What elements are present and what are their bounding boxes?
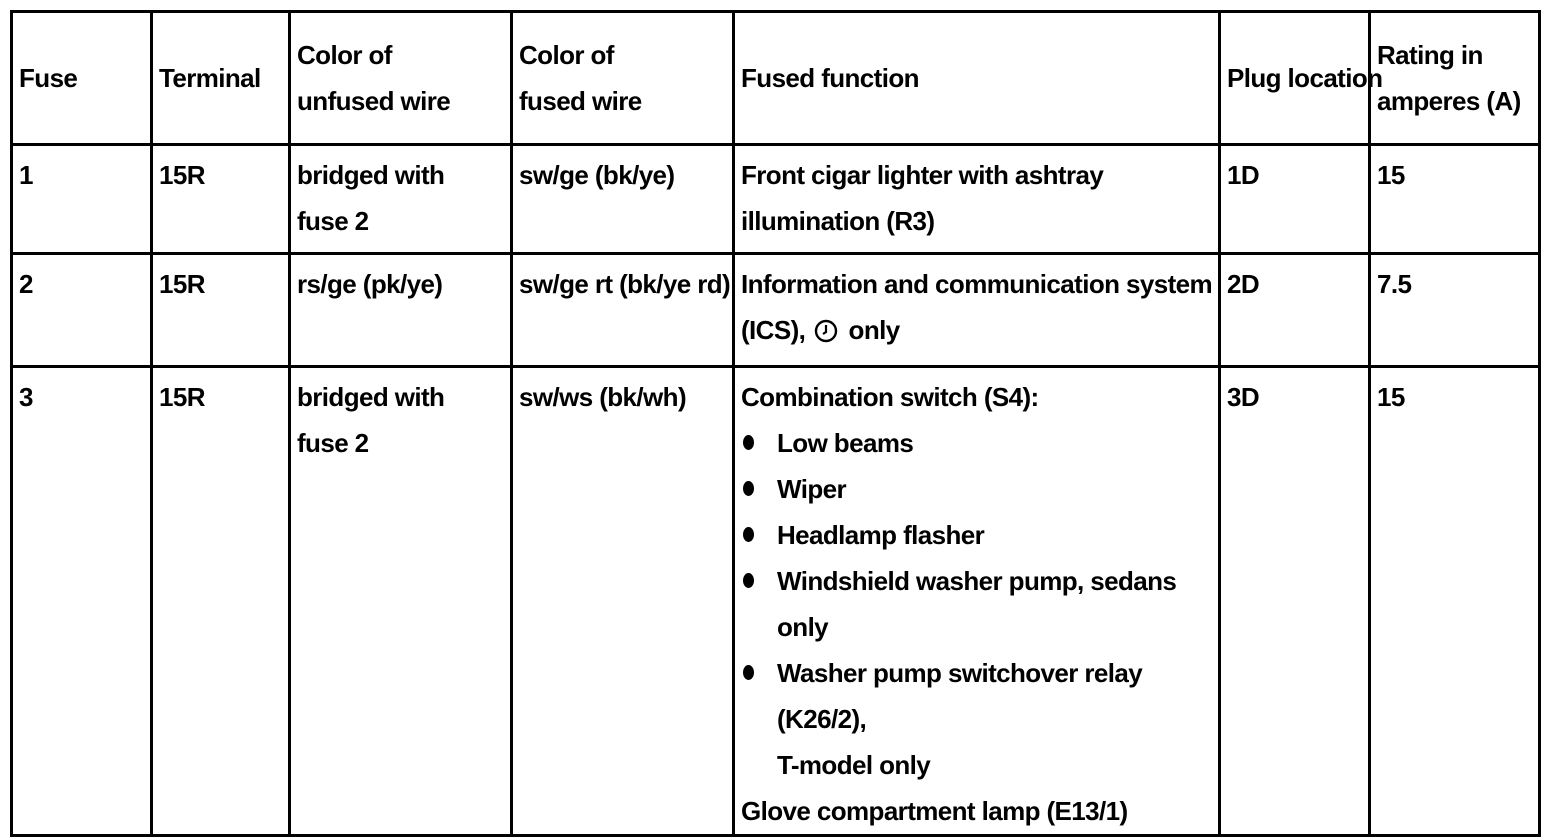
cell-rating: 15 — [1370, 367, 1540, 836]
cell-terminal: 15R — [152, 367, 290, 836]
unfused-line1: bridged with — [297, 382, 445, 412]
bullet-text: Low beams — [777, 428, 914, 458]
function-footer: Glove compartment lamp (E13/1) — [741, 796, 1128, 826]
table-row — [12, 254, 1540, 367]
header-terminal: Terminal — [152, 12, 290, 145]
cell-plug-location: 1D — [1220, 145, 1370, 254]
cell-fused-wire: sw/ge (bk/ye) — [512, 145, 734, 254]
fuse-table — [10, 10, 1541, 837]
bullet-text: Windshield washer pump, sedans only — [777, 566, 1177, 642]
unfused-line2: fuse 2 — [297, 206, 369, 236]
bullet-text: Headlamp flasher — [777, 520, 985, 550]
cell-fuse: 2 — [12, 254, 152, 367]
cell-rating: 7.5 — [1370, 254, 1540, 367]
cell-plug-location: 2D — [1220, 254, 1370, 367]
header-unfused-line2: unfused wire — [297, 86, 451, 116]
function-bullet — [741, 512, 1214, 558]
bullet-icon — [743, 665, 754, 680]
header-unfused-wire — [290, 12, 512, 145]
function-line2: illumination (R3) — [741, 206, 935, 236]
cell-fused-wire: sw/ws (bk/wh) — [512, 367, 734, 836]
cell-fused-function — [734, 145, 1220, 254]
cell-rating: 15 — [1370, 145, 1540, 254]
cell-fused-function — [734, 254, 1220, 367]
cell-fused-function — [734, 367, 1220, 836]
cell-fused-wire: sw/ge rt (bk/ye rd) — [512, 254, 734, 367]
unfused-line1: bridged with — [297, 160, 445, 190]
cell-plug-location: 3D — [1220, 367, 1370, 836]
cell-fuse: 1 — [12, 145, 152, 254]
function-line2-suffix: only — [848, 315, 900, 345]
header-fused-wire — [512, 12, 734, 145]
function-bullet — [741, 650, 1214, 742]
header-rating-line2: amperes (A) — [1377, 86, 1521, 116]
cell-unfused-wire: rs/ge (pk/ye) — [290, 254, 512, 367]
clock-icon — [814, 319, 838, 343]
function-line2-prefix: (ICS), — [741, 315, 806, 345]
bullet-text: Washer pump switchover relay (K26/2), — [777, 658, 1143, 734]
bullet-text: Wiper — [777, 474, 846, 504]
unfused-line2: fuse 2 — [297, 428, 369, 458]
bullet-icon — [743, 435, 754, 450]
table-row — [12, 367, 1540, 836]
bullet-icon — [743, 573, 754, 588]
cell-terminal: 15R — [152, 145, 290, 254]
function-bullet — [741, 420, 1214, 466]
header-rating-line1: Rating in — [1377, 40, 1483, 70]
function-line1: Information and communication system — [741, 269, 1213, 299]
cell-unfused-wire — [290, 367, 512, 836]
function-line1: Front cigar lighter with ashtray — [741, 160, 1104, 190]
header-fuse: Fuse — [12, 12, 152, 145]
cell-fuse: 3 — [12, 367, 152, 836]
table-row — [12, 145, 1540, 254]
function-bullet — [741, 558, 1214, 650]
header-row — [12, 12, 1540, 145]
header-unfused-line1: Color of — [297, 40, 392, 70]
cell-terminal: 15R — [152, 254, 290, 367]
function-bullet — [741, 466, 1214, 512]
bullet-icon — [743, 527, 754, 542]
header-fused-line2: fused wire — [519, 86, 642, 116]
header-fused-function: Fused function — [734, 12, 1220, 145]
function-line2 — [741, 307, 1214, 353]
header-rating — [1370, 12, 1540, 145]
bullet-icon — [743, 481, 754, 496]
header-fused-line1: Color of — [519, 40, 614, 70]
header-plug-location: Plug location — [1220, 12, 1370, 145]
cell-unfused-wire — [290, 145, 512, 254]
function-title: Combination switch (S4): — [741, 382, 1039, 412]
bullet-continuation: T-model only — [777, 750, 931, 780]
